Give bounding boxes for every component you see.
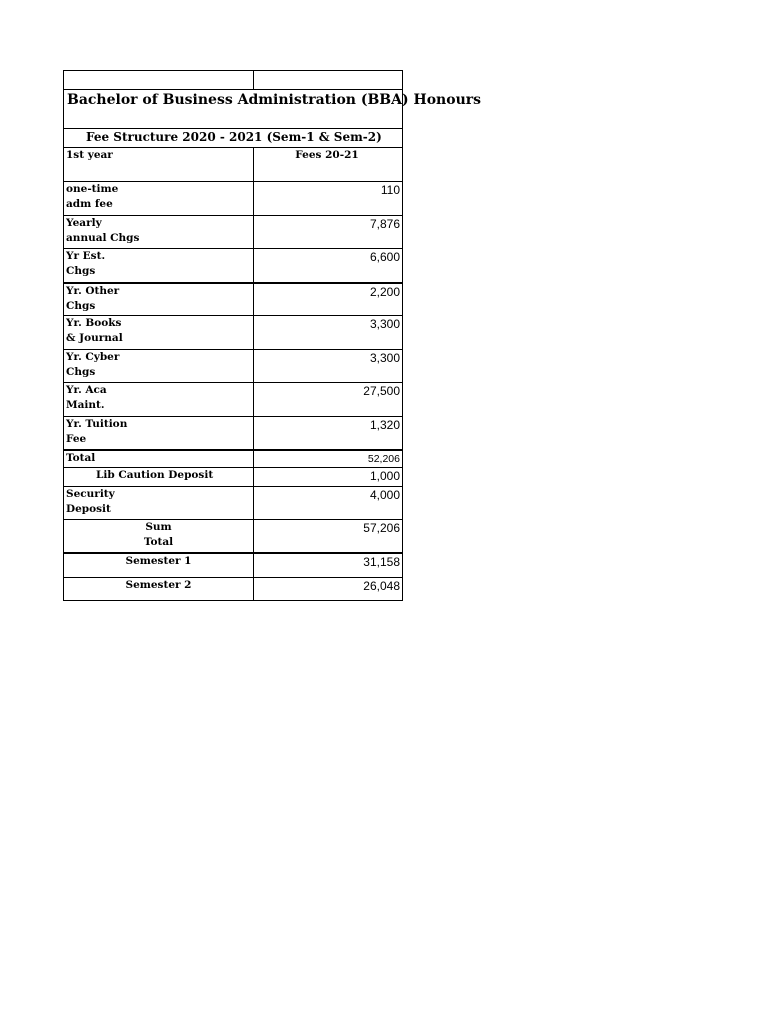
security-value: 4,000 xyxy=(254,486,403,519)
fee-value: 6,600 xyxy=(254,249,403,283)
fee-label: Yr Est. Chgs xyxy=(64,249,254,283)
total-row xyxy=(64,450,403,468)
fee-structure-sheet xyxy=(63,70,482,601)
lib-caution-label: Lib Caution Deposit xyxy=(64,467,254,486)
title-row xyxy=(64,90,403,129)
fee-label: Yr. Tuition Fee xyxy=(64,417,254,450)
fee-label: Yr. Other Chgs xyxy=(64,283,254,316)
total-label: Total xyxy=(64,450,254,468)
fee-label: one-time adm fee xyxy=(64,182,254,216)
semester-row xyxy=(64,553,403,577)
empty-cell xyxy=(64,71,254,90)
fee-label: Yr. Books & Journal xyxy=(64,316,254,350)
semester-row xyxy=(64,577,403,600)
table-row xyxy=(64,249,403,283)
fee-value: 110 xyxy=(254,182,403,216)
fee-value: 2,200 xyxy=(254,283,403,316)
fee-label: Yr. Aca Maint. xyxy=(64,383,254,417)
year-header: 1st year xyxy=(64,148,254,182)
table-row xyxy=(64,216,403,249)
fee-value: 3,300 xyxy=(254,316,403,350)
total-value: 52,206 xyxy=(254,450,403,468)
table-row xyxy=(64,350,403,383)
table-row xyxy=(64,383,403,417)
document-title: Bachelor of Business Administration (BBA) Honours xyxy=(64,90,403,129)
semester-label: Semester 2 xyxy=(64,577,254,600)
table-row xyxy=(64,283,403,316)
security-row xyxy=(64,486,403,519)
table-row xyxy=(64,182,403,216)
fee-label: Yearly annual Chgs xyxy=(64,216,254,249)
sum-total-label: Sum Total xyxy=(64,519,254,553)
fee-value: 7,876 xyxy=(254,216,403,249)
semester-value: 31,158 xyxy=(254,553,403,577)
sum-total-row xyxy=(64,519,403,553)
empty-cell xyxy=(254,71,403,90)
empty-top-row xyxy=(64,71,403,90)
lib-caution-value: 1,000 xyxy=(254,467,403,486)
document-subtitle: Fee Structure 2020 - 2021 (Sem-1 & Sem-2) xyxy=(64,129,403,148)
table-row xyxy=(64,316,403,350)
sum-total-value: 57,206 xyxy=(254,519,403,553)
security-label: Security Deposit xyxy=(64,486,254,519)
semester-value: 26,048 xyxy=(254,577,403,600)
fees-header: Fees 20-21 xyxy=(254,148,403,182)
fee-value: 3,300 xyxy=(254,350,403,383)
subtitle-row xyxy=(64,129,403,148)
header-row xyxy=(64,148,403,182)
fee-table xyxy=(63,70,482,601)
fee-value: 1,320 xyxy=(254,417,403,450)
fee-label: Yr. Cyber Chgs xyxy=(64,350,254,383)
table-row xyxy=(64,417,403,450)
fee-value: 27,500 xyxy=(254,383,403,417)
lib-caution-row xyxy=(64,467,403,486)
semester-label: Semester 1 xyxy=(64,553,254,577)
